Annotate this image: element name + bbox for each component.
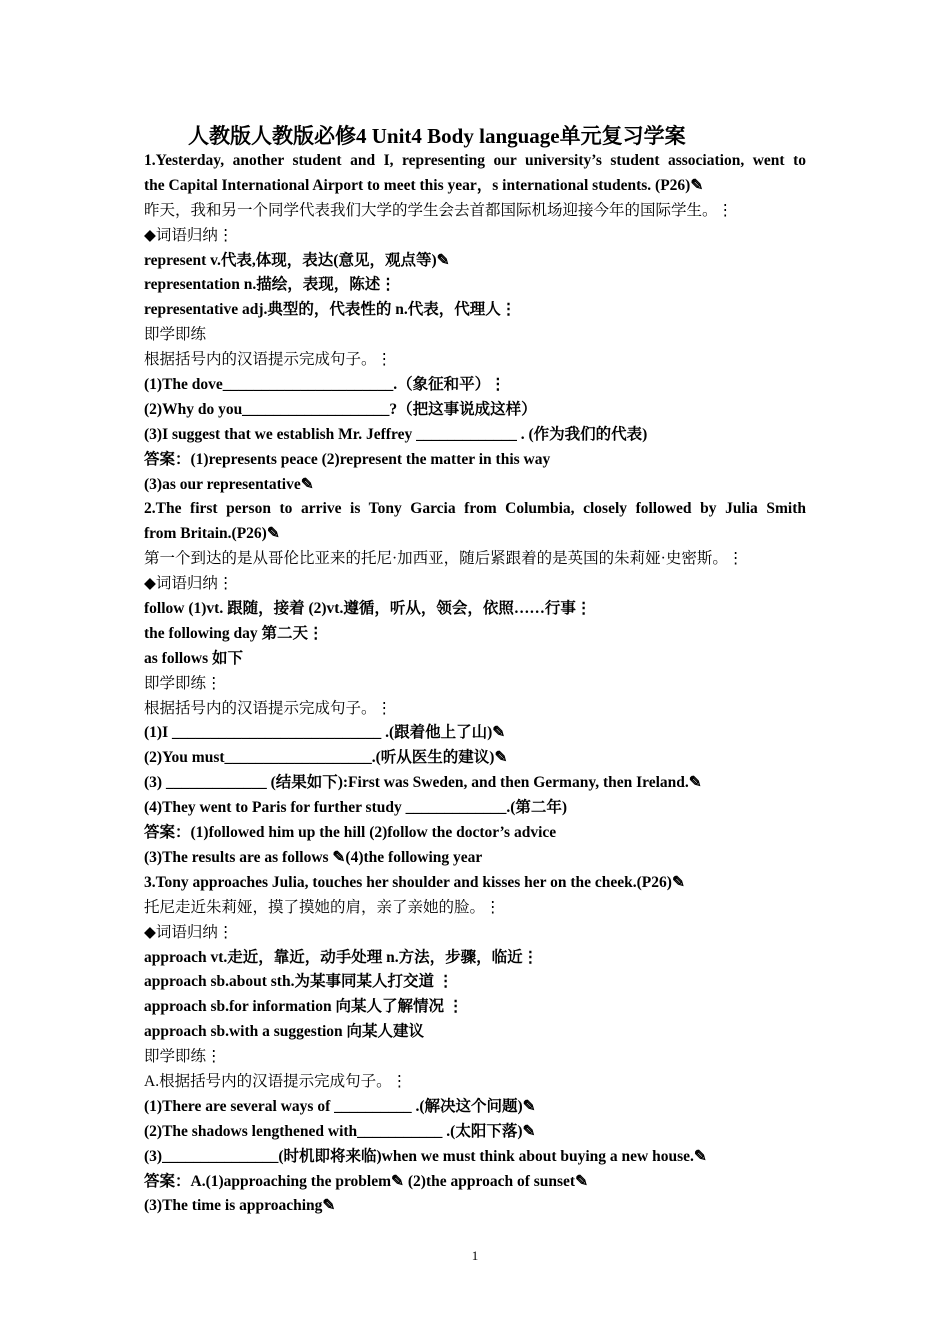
text-line: (2)The shadows lengthened with___________ .(太阳下落)✎ — [144, 1122, 536, 1140]
text-line: (3)_______________(时机即将来临)when we must think about buying a new house.✎ — [144, 1147, 707, 1165]
text-line: representative adj.典型的，代表性的 n.代表，代理人⋮ — [144, 301, 517, 319]
text-line: 答案：A.(1)approaching the problem✎ (2)the approach of sunset✎ — [144, 1172, 589, 1190]
text-line: (2)You must___________________.(听从医生的建议)✎ — [144, 749, 508, 767]
text-line: 托尼走近朱莉娅，摸了摸她的肩，亲了亲她的脸。⋮ — [144, 898, 501, 916]
document-body — [144, 149, 806, 1219]
text-line: (1)There are several ways of __________ .(解决这个问题)✎ — [144, 1097, 536, 1115]
text-line: 3.Tony approaches Julia, touches her shoulder and kisses her on the cheek.(P26)✎ — [144, 873, 685, 891]
text-line: the following day 第二天⋮ — [144, 624, 324, 642]
text-line: ◆词语归纳⋮ — [144, 575, 234, 593]
text-line: 昨天，我和另一个同学代表我们大学的学生会去首都国际机场迎接今年的国际学生。⋮ — [144, 201, 734, 219]
text-line: 第一个到达的是从哥伦比亚来的托尼·加西亚，随后紧跟着的是英国的朱莉娅·史密斯。⋮ — [144, 550, 744, 568]
text-line: representation n.描绘，表现，陈述⋮ — [144, 276, 396, 294]
text-line: the Capital International Airport to meet this year，s international students. (P26)✎ — [144, 176, 704, 194]
page-number: 1 — [471, 1248, 479, 1263]
text-line: 即学即练⋮ — [144, 1048, 222, 1066]
text-line: approach vt.走近，靠近，动手处理 n.方法，步骤，临近⋮ — [144, 948, 539, 966]
text-line: (3) _____________ (结果如下):First was Sweden, and then Germany, then Ireland.✎ — [144, 774, 702, 792]
text-line: (4)They went to Paris for further study _____________.(第二年) — [144, 799, 568, 817]
text-line: approach sb.with a suggestion 向某人建议 — [144, 1023, 425, 1041]
text-line: (3)The time is approaching✎ — [144, 1197, 336, 1215]
text-line: ◆词语归纳⋮ — [144, 226, 234, 244]
text-line: approach sb.for information 向某人了解情况 ⋮ — [144, 998, 464, 1016]
text-line: 答案：(1)represents peace (2)represent the matter in this way — [144, 450, 551, 468]
text-line: 2.The first person to arrive is Tony Garcia from Columbia, closely followed by Julia Smith — [144, 500, 806, 518]
text-line: 根据括号内的汉语提示完成句子。⋮ — [144, 699, 393, 717]
text-line: as follows 如下 — [144, 649, 244, 667]
text-line: 即学即练⋮ — [144, 674, 222, 692]
text-line: (3)as our representative✎ — [144, 475, 314, 493]
text-line: 答案：(1)followed him up the hill (2)follow the doctor’s advice — [144, 824, 557, 842]
text-line: follow (1)vt. 跟随，接着 (2)vt.遵循，听从，领会，依照……行事⋮ — [144, 600, 592, 618]
text-line: A.根据括号内的汉语提示完成句子。⋮ — [144, 1072, 408, 1090]
text-line: (1)The dove______________________.（象征和平）⋮ — [144, 376, 506, 394]
text-line: ◆词语归纳⋮ — [144, 923, 234, 941]
text-line: (3)I suggest that we establish Mr. Jeffrey _____________ . (作为我们的代表) — [144, 425, 648, 443]
text-line: 即学即练 — [144, 326, 207, 344]
text-line: 1.Yesterday, another student and I, representing our university’s student association, went to — [144, 152, 806, 169]
text-line: (3)The results are as follows ✎(4)the following year — [144, 848, 483, 866]
text-line: from Britain.(P26)✎ — [144, 525, 280, 543]
text-line: approach sb.about sth.为某事同某人打交道 ⋮ — [144, 973, 454, 991]
text-line: (2)Why do you___________________?（把这事说成这样） — [144, 400, 537, 418]
text-line: (1)I ___________________________ .(跟着他上了山)✎ — [144, 724, 506, 742]
document-title: 人教版人教版必修4 Unit4 Body language单元复习学案 — [188, 124, 686, 148]
text-line: 根据括号内的汉语提示完成句子。⋮ — [144, 351, 393, 369]
text-line: represent v.代表,体现，表达(意见，观点等)✎ — [144, 251, 450, 269]
